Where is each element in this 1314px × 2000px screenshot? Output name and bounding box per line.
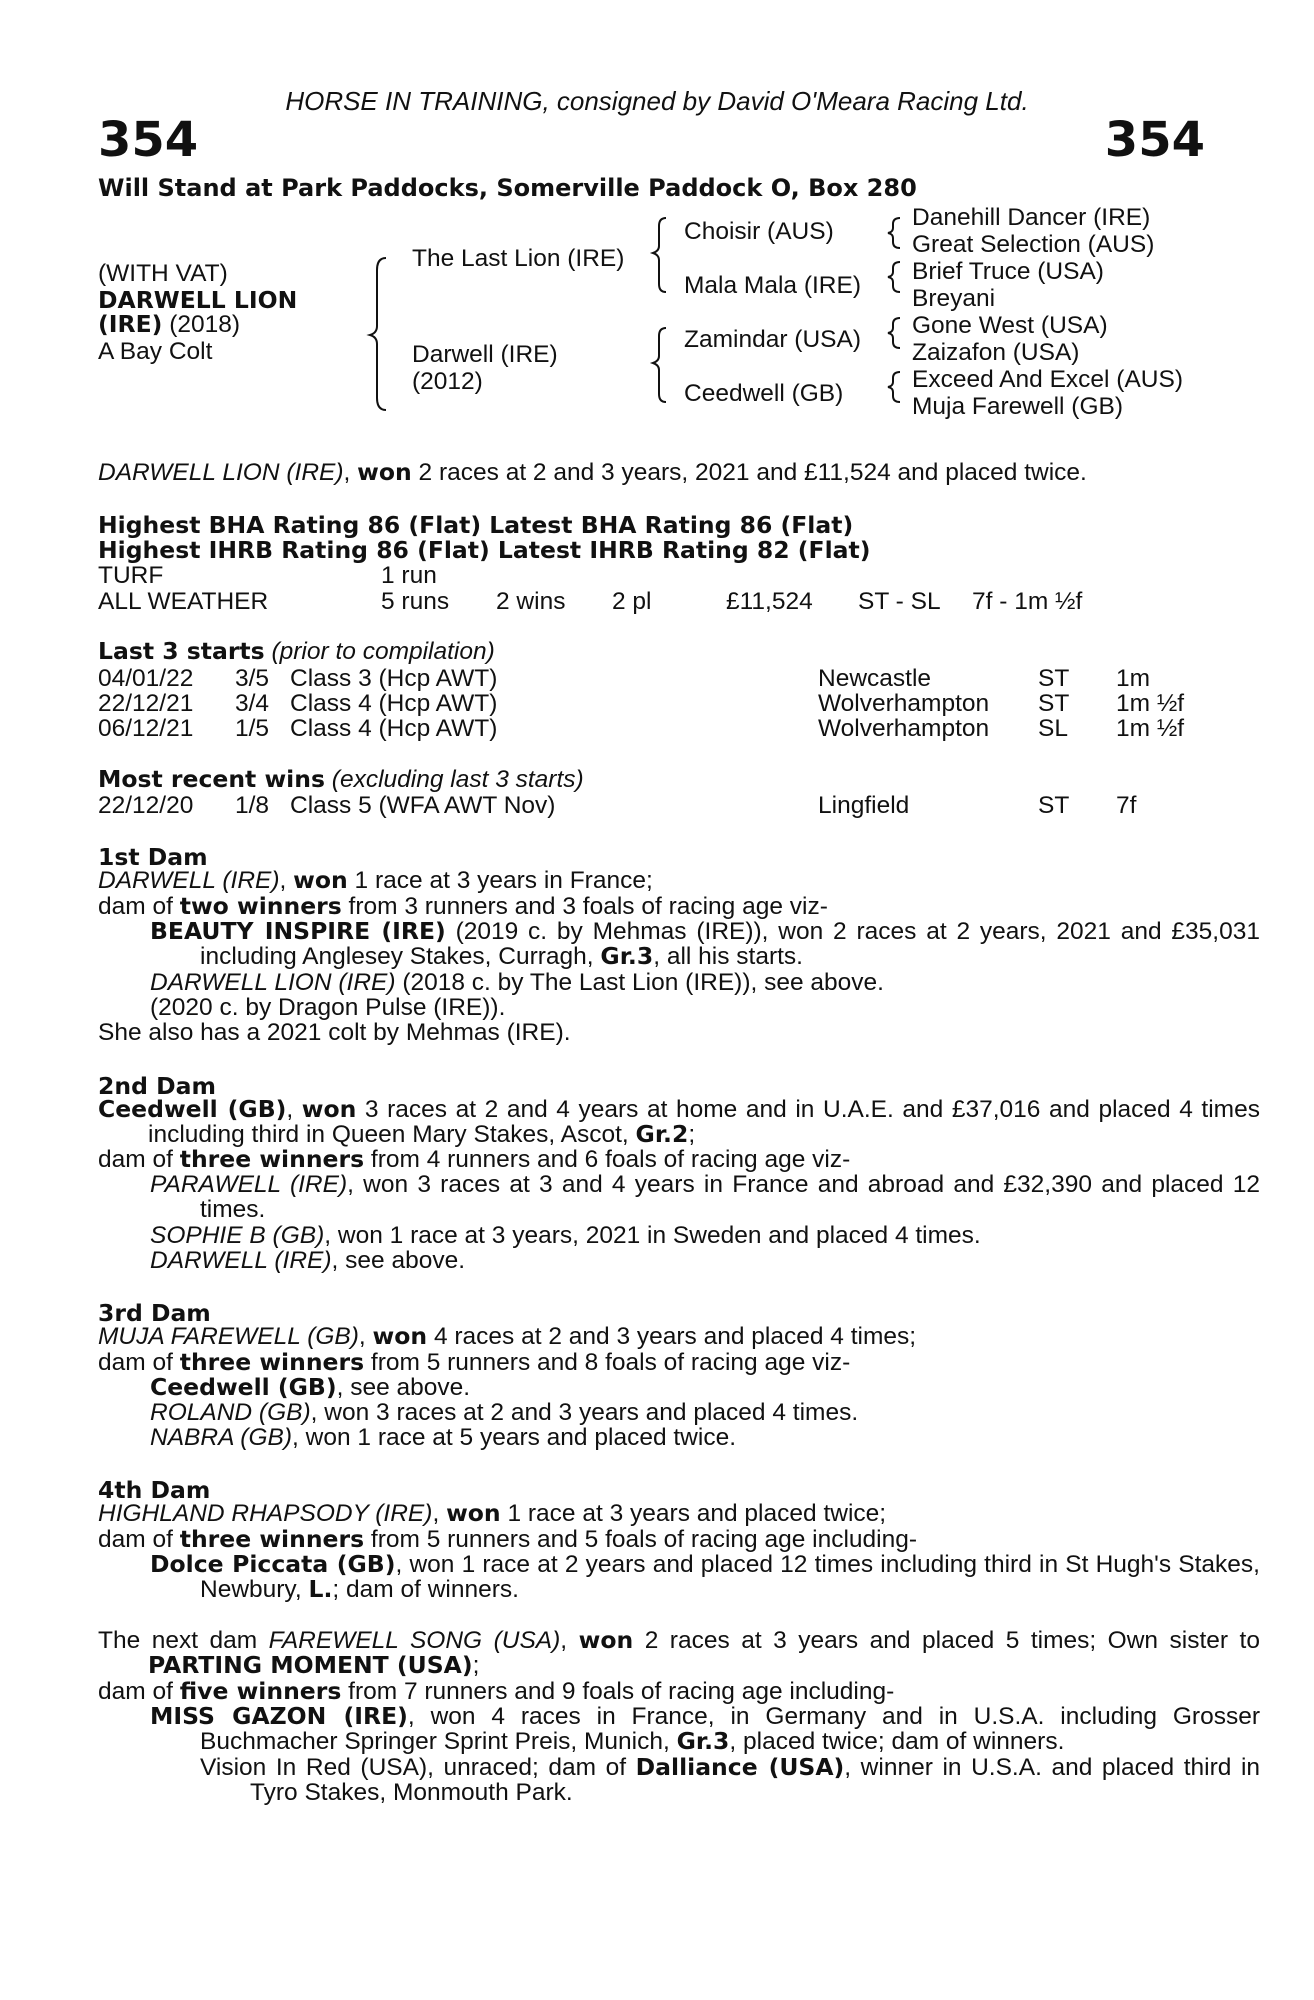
next-dam-produce: dam of five winners from 7 runners and 9 foals of racing age including- <box>98 1677 895 1705</box>
dam3-heading: 3rd Dam <box>98 1299 211 1327</box>
dam4-heading: 4th Dam <box>98 1476 211 1504</box>
win-surface: ST <box>1038 792 1070 819</box>
win-date: 22/12/20 <box>98 792 194 819</box>
aw-placed: 2 pl <box>612 588 652 615</box>
pedigree-dam: Darwell (IRE) <box>412 341 558 368</box>
start-surface: SL <box>1038 715 1068 742</box>
start-course: Wolverhampton <box>818 715 990 742</box>
dam3-offspring-2: ROLAND (GB), won 3 races at 2 and 3 years and placed 4 times. <box>150 1399 859 1426</box>
start-course: Newcastle <box>818 665 932 692</box>
pedigree-dam-year: (2012) <box>412 368 483 395</box>
turf-runs: 1 run <box>381 562 437 589</box>
dam3-offspring-1: Ceedwell (GB), see above. <box>150 1373 471 1401</box>
pedigree-ggp-3: Brief Truce (USA) <box>912 258 1104 285</box>
consignor-header: HORSE IN TRAINING, consigned by David O'Meara Racing Ltd. <box>285 86 1029 116</box>
aw-label: ALL WEATHER <box>98 588 269 615</box>
start-distance: 1m ½f <box>1116 690 1185 717</box>
aw-runs: 5 runs <box>381 588 450 615</box>
start-surface: ST <box>1038 665 1070 692</box>
start-position: 1/5 <box>235 715 270 742</box>
dam4-record: HIGHLAND RHAPSODY (IRE), won 1 race at 3 years and placed twice; <box>98 1499 887 1527</box>
aw-surface: ST - SL <box>858 588 941 615</box>
pedigree-ggp-2: Great Selection (AUS) <box>912 231 1155 258</box>
pedigree-ggp-6: Zaizafon (USA) <box>912 339 1080 366</box>
pedigree-ggp-4: Breyani <box>912 285 996 312</box>
race-summary: DARWELL LION (IRE), won 2 races at 2 and 3 years, 2021 and £11,524 and placed twice. <box>98 458 1087 486</box>
next-dam-offspring-2: Vision In Red (USA), unraced; dam of Dalliance (USA), winner in U.S.A. and placed third in Tyro Stakes, Monmouth Park. <box>200 1753 1261 1807</box>
dam2-offspring-3: DARWELL (IRE), see above. <box>150 1247 466 1274</box>
dam2-offspring-1: PARAWELL (IRE), won 3 races at 3 and 4 years in France and abroad and £32,390 and placed 12 times. <box>150 1171 1260 1224</box>
start-class: Class 4 (Hcp AWT) <box>290 690 498 717</box>
start-distance: 1m ½f <box>1116 715 1185 742</box>
vat-note: (WITH VAT) <box>98 260 228 287</box>
dam4-produce: dam of three winners from 5 runners and 5 foals of racing age including- <box>98 1525 918 1553</box>
start-class: Class 4 (Hcp AWT) <box>290 715 498 742</box>
dam1-note: She also has a 2021 colt by Mehmas (IRE). <box>98 1019 571 1046</box>
stand-location: Will Stand at Park Paddocks, Somerville Paddock O, Box 280 <box>98 174 917 202</box>
dam3-record: MUJA FAREWELL (GB), won 4 races at 2 and 3 years and placed 4 times; <box>98 1322 917 1350</box>
next-dam-record: The next dam FAREWELL SONG (USA), won 2 races at 3 years and placed 5 times; Own sister to PARTING MOMENT (USA); <box>98 1626 1260 1680</box>
last3-heading: Last 3 starts (prior to compilation) <box>98 637 495 665</box>
pedigree-ggp-1: Danehill Dancer (IRE) <box>912 204 1151 231</box>
win-class: Class 5 (WFA AWT Nov) <box>290 792 556 819</box>
horse-origin: (IRE) (2018) <box>98 310 241 338</box>
dam1-offspring-1: BEAUTY INSPIRE (IRE) (2019 c. by Mehmas (IRE)), won 2 races at 2 years, 2021 and £35,031 including Anglesey Stakes, Curragh, Gr.3, all his starts. <box>150 917 1260 971</box>
pedigree-ggp-8: Muja Farewell (GB) <box>912 393 1124 420</box>
dam4-offspring-1: Dolce Piccata (GB), won 1 race at 2 years and placed 12 times including third in St Hugh's Stakes, Newbury, L.; dam of winners. <box>150 1550 1260 1604</box>
dam2-offspring-2: SOPHIE B (GB), won 1 race at 3 years, 2021 in Sweden and placed 4 times. <box>150 1222 981 1249</box>
start-date: 04/01/22 <box>98 665 194 692</box>
win-course: Lingfield <box>818 792 910 819</box>
horse-description: A Bay Colt <box>98 338 213 365</box>
horse-name: DARWELL LION <box>98 286 298 314</box>
pedigree-dam-sire: Zamindar (USA) <box>684 326 861 353</box>
start-class: Class 3 (Hcp AWT) <box>290 665 498 692</box>
aw-wins: 2 wins <box>496 588 566 615</box>
dam1-offspring-2: DARWELL LION (IRE) (2018 c. by The Last Lion (IRE)), see above. <box>150 969 884 996</box>
aw-distance: 7f - 1m ½f <box>972 588 1083 615</box>
bha-ratings: Highest BHA Rating 86 (Flat) Latest BHA Rating 86 (Flat) <box>98 511 854 539</box>
dam3-produce: dam of three winners from 5 runners and 8 foals of racing age viz- <box>98 1348 851 1376</box>
pedigree-sire: The Last Lion (IRE) <box>412 245 625 272</box>
dam2-heading: 2nd Dam <box>98 1072 216 1100</box>
pedigree-ggp-7: Exceed And Excel (AUS) <box>912 366 1183 393</box>
start-course: Wolverhampton <box>818 690 990 717</box>
start-distance: 1m <box>1116 665 1151 692</box>
pedigree-dam-dam: Ceedwell (GB) <box>684 380 844 407</box>
dam2-record: Ceedwell (GB), won 3 races at 2 and 4 years at home and in U.A.E. and £37,016 and placed 4 times including third in Queen Mary Stakes, Ascot, Gr.2; <box>98 1095 1260 1149</box>
dam1-offspring-3: (2020 c. by Dragon Pulse (IRE)). <box>150 994 506 1021</box>
start-position: 3/4 <box>235 690 270 717</box>
dam1-record: DARWELL (IRE), won 1 race at 3 years in France; <box>98 866 653 894</box>
turf-label: TURF <box>98 562 164 589</box>
dam1-produce: dam of two winners from 3 runners and 3 foals of racing age viz- <box>98 892 828 920</box>
lot-number-right: 354 <box>1104 112 1205 168</box>
ihrb-ratings: Highest IHRB Rating 86 (Flat) Latest IHRB Rating 82 (Flat) <box>98 536 871 564</box>
start-position: 3/5 <box>235 665 270 692</box>
lot-number-left: 354 <box>98 112 199 168</box>
aw-prize: £11,524 <box>726 588 813 615</box>
pedigree-sire-dam: Mala Mala (IRE) <box>684 272 861 299</box>
dam3-offspring-3: NABRA (GB), won 1 race at 5 years and placed twice. <box>150 1424 736 1451</box>
start-date: 06/12/21 <box>98 715 194 742</box>
start-surface: ST <box>1038 690 1070 717</box>
start-date: 22/12/21 <box>98 690 194 717</box>
pedigree-sire-sire: Choisir (AUS) <box>684 218 834 245</box>
dam1-heading: 1st Dam <box>98 843 208 871</box>
win-position: 1/8 <box>235 792 270 819</box>
dam2-produce: dam of three winners from 4 runners and 6 foals of racing age viz- <box>98 1145 851 1173</box>
recent-wins-heading: Most recent wins (excluding last 3 starts) <box>98 765 584 793</box>
next-dam-offspring-1: MISS GAZON (IRE), won 4 races in France, in Germany and in U.S.A. including Grosser Buchmacher Springer Sprint Preis, Munich, Gr.3, placed twice; dam of winners. <box>150 1702 1260 1756</box>
win-distance: 7f <box>1116 792 1137 819</box>
pedigree-ggp-5: Gone West (USA) <box>912 312 1108 339</box>
